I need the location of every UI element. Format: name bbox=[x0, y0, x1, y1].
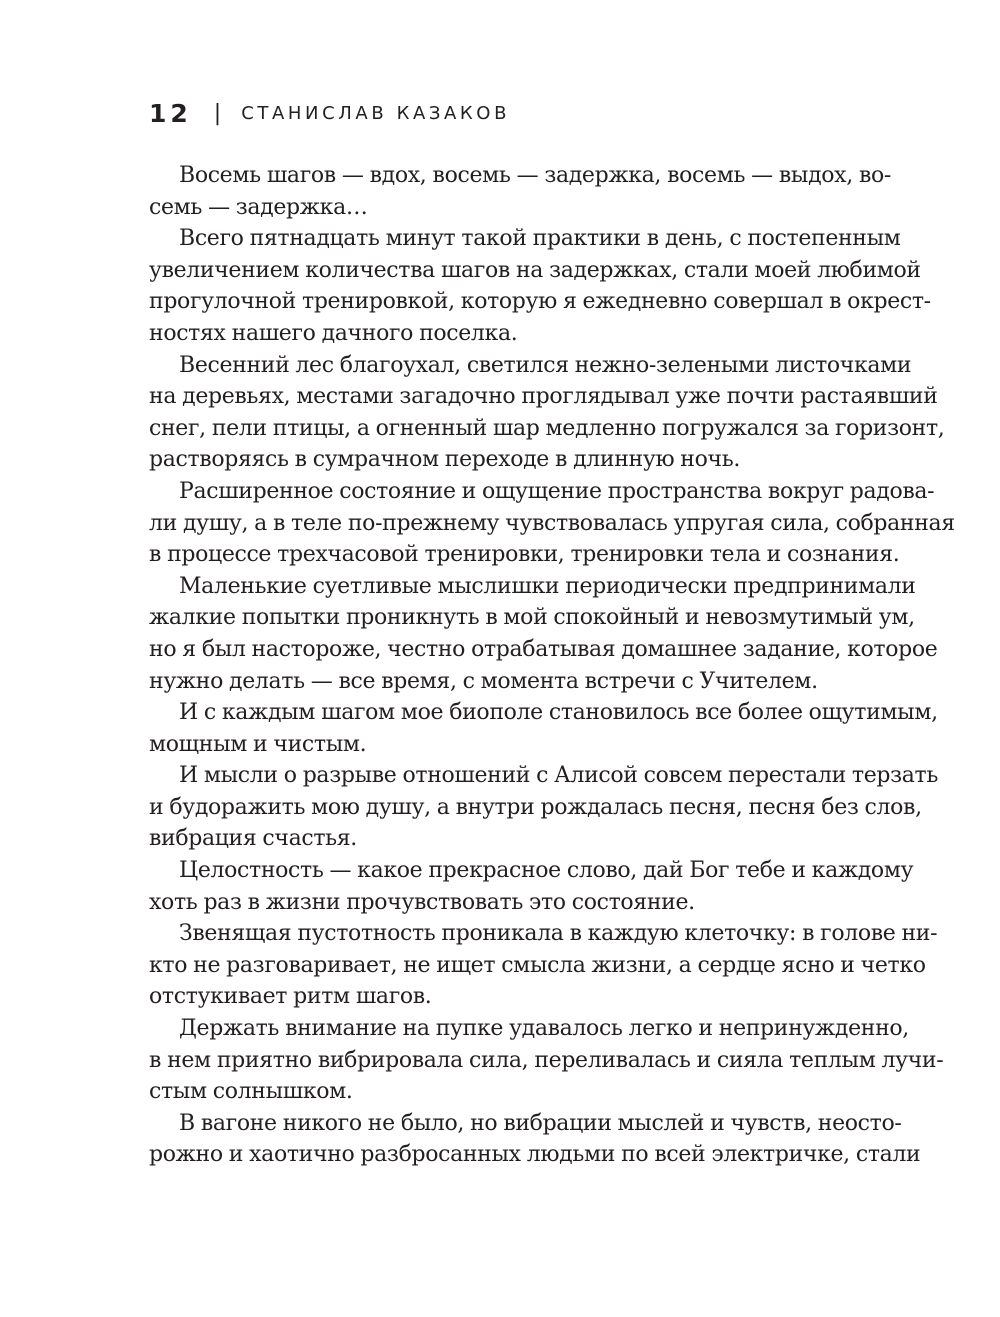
paragraph bbox=[149, 760, 939, 855]
paragraph bbox=[149, 223, 931, 349]
text-line: мощным и чистым. bbox=[149, 731, 367, 757]
text-line: кто не разговаривает, не ищет смысла жизни, а сердце ясно и четко bbox=[149, 952, 926, 978]
body-text bbox=[149, 160, 955, 1171]
text-line: и будоражить мою душу, а внутри рождалась песня, песня без слов, bbox=[149, 794, 922, 820]
paragraph bbox=[149, 855, 914, 918]
paragraph bbox=[149, 160, 891, 223]
text-line: Всего пятнадцать минут такой практики в день, с постепенным bbox=[179, 226, 901, 252]
header-separator: | bbox=[213, 100, 222, 126]
running-head bbox=[149, 96, 510, 130]
text-line: хоть раз в жизни прочувствовать это состояние. bbox=[149, 889, 695, 915]
author-name: СТАНИСЛАВ КАЗАКОВ bbox=[241, 102, 511, 124]
text-line: отстукивает ритм шагов. bbox=[149, 984, 432, 1010]
text-line: Целостность — какое прекрасное слово, дай Бог тебе и каждому bbox=[179, 858, 914, 884]
text-line: семь — задержка… bbox=[149, 194, 368, 220]
text-line: Весенний лес благоухал, светился нежно-зелеными листочками bbox=[179, 352, 912, 378]
text-line: снег, пели птицы, а огненный шар медленно погружался за горизонт, bbox=[149, 415, 945, 441]
text-line: на деревьях, местами загадочно проглядывал уже почти растаявший bbox=[149, 384, 938, 410]
paragraph bbox=[149, 1108, 921, 1171]
text-line: стым солнышком. bbox=[149, 1079, 353, 1105]
text-line: Расширенное состояние и ощущение пространства вокруг радова- bbox=[179, 478, 935, 504]
text-line: Восемь шагов — вдох, восемь — задержка, восемь — выдох, во- bbox=[179, 163, 891, 188]
text-line: нужно делать — все время, с момента встречи с Учителем. bbox=[149, 668, 818, 694]
paragraph bbox=[149, 1013, 944, 1108]
text-line: увеличением количества шагов на задержках, стали моей любимой bbox=[149, 257, 921, 283]
text-line: Держать внимание на пупке удавалось легко и непринужденно, bbox=[179, 1016, 909, 1042]
paragraph bbox=[149, 476, 955, 571]
text-line: рожно и хаотично разбросанных людьми по всей электричке, стали bbox=[149, 1142, 921, 1168]
paragraph bbox=[149, 350, 945, 476]
text-line: жалкие попытки проникнуть в мой спокойный и невозмутимый ум, bbox=[149, 605, 915, 631]
text-line: в нем приятно вибрировала сила, переливалась и сияла теплым лучи- bbox=[149, 1047, 944, 1073]
paragraph bbox=[149, 918, 938, 1013]
text-line: В вагоне никого не было, но вибрации мыслей и чувств, неосто- bbox=[179, 1110, 902, 1136]
page-number: 12 bbox=[149, 98, 192, 128]
text-line: ностях нашего дачного поселка. bbox=[149, 320, 518, 346]
text-line: ли душу, а в теле по-прежнему чувствовалась упругая сила, собранная bbox=[149, 510, 955, 536]
paragraph bbox=[149, 697, 938, 760]
text-line: Маленькие суетливые мыслишки периодически предпринимали bbox=[179, 573, 916, 599]
text-line: И с каждым шагом мое биополе становилось все более ощутимым, bbox=[179, 700, 938, 726]
text-line: но я был настороже, честно отрабатывая домашнее задание, которое bbox=[149, 636, 938, 662]
text-line: Звенящая пустотность проникала в каждую клеточку: в голове ни- bbox=[179, 921, 938, 947]
text-line: вибрация счастья. bbox=[149, 826, 357, 852]
text-line: прогулочной тренировкой, которую я ежедневно совершал в окрест- bbox=[149, 289, 931, 315]
text-line: в процессе трехчасовой тренировки, тренировки тела и сознания. bbox=[149, 542, 900, 568]
paragraph bbox=[149, 571, 938, 697]
text-line: И мысли о разрыве отношений с Алисой совсем перестали терзать bbox=[179, 763, 939, 789]
text-line: растворяясь в сумрачном переходе в длинную ночь. bbox=[149, 447, 740, 473]
